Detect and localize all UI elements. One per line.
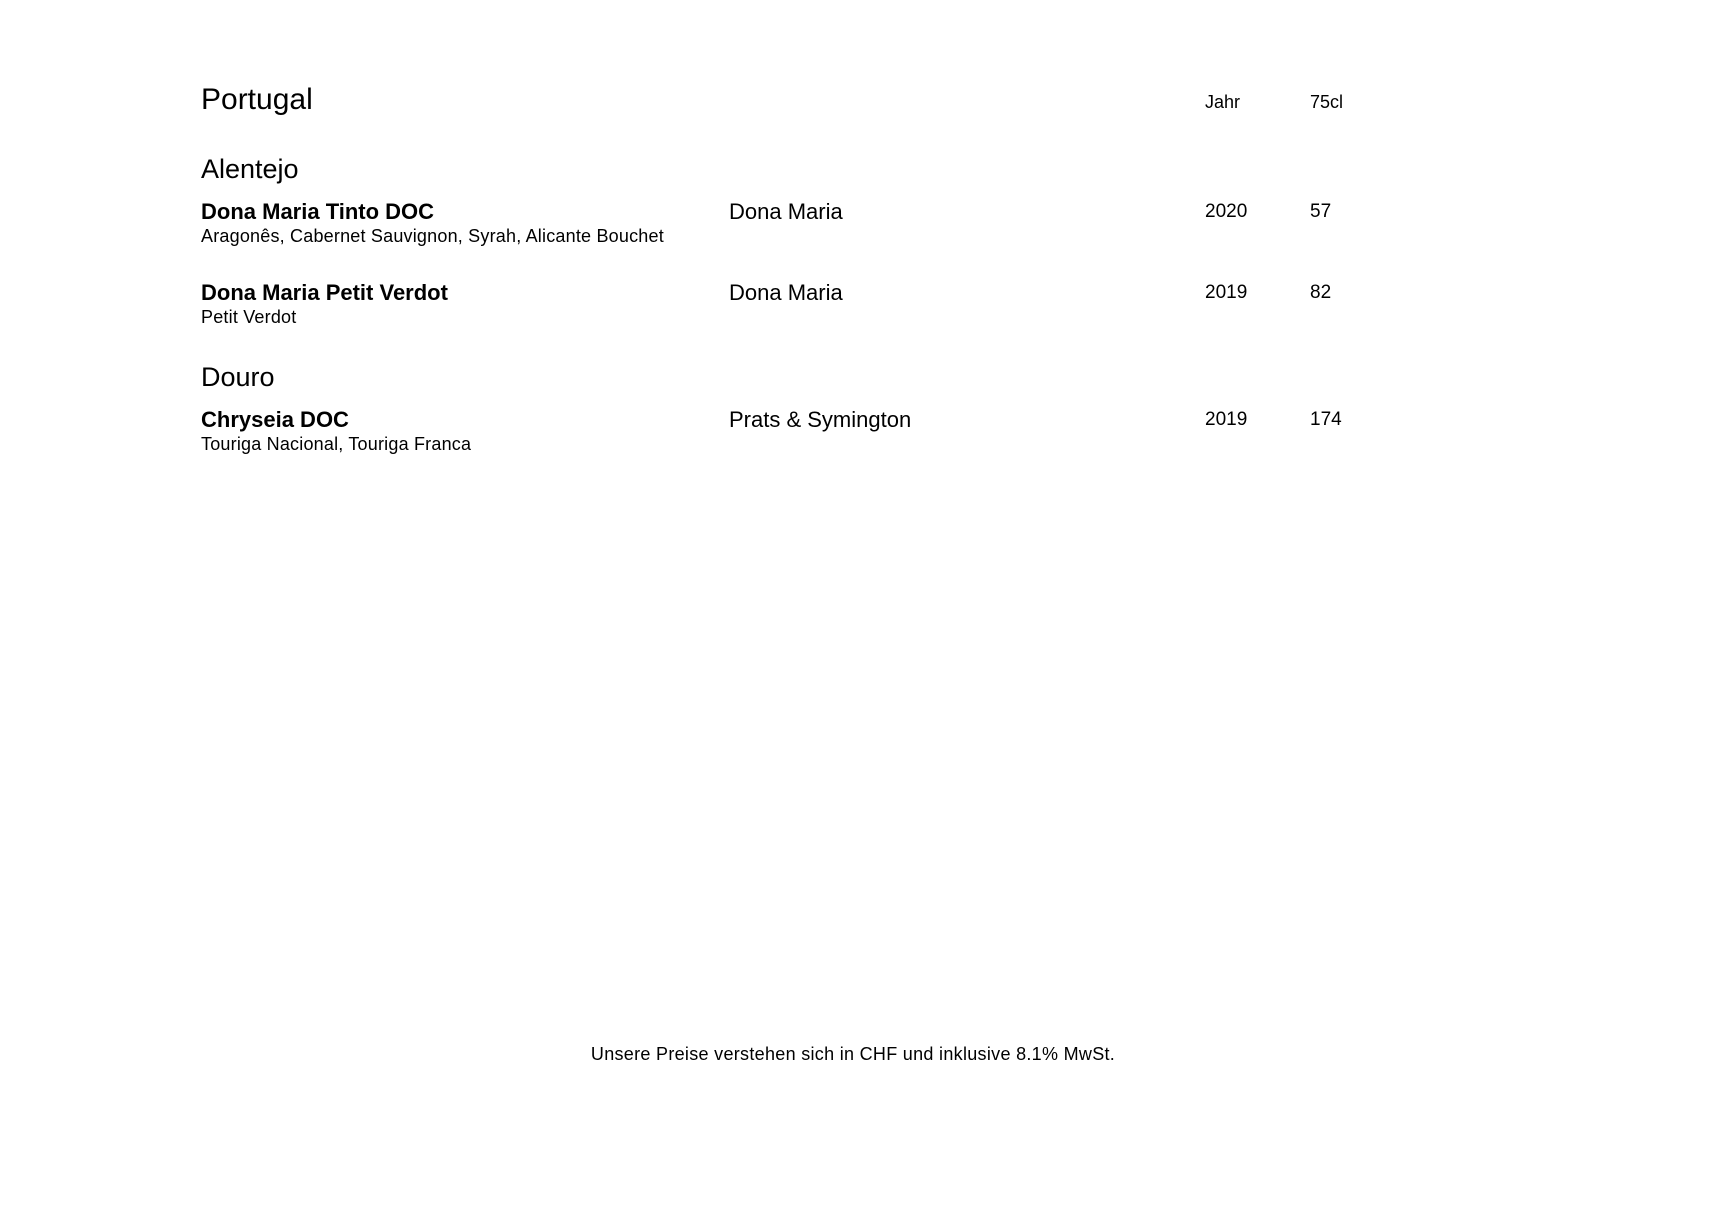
wine-row <box>0 199 1723 259</box>
wine-producer: Prats & Symington <box>729 407 912 432</box>
wine-producer: Dona Maria <box>729 280 843 305</box>
wine-price: 174 <box>1310 409 1342 430</box>
wine-name: Dona Maria Tinto DOC <box>201 199 435 224</box>
wine-name: Dona Maria Petit Verdot <box>201 280 448 305</box>
wine-price: 57 <box>1310 201 1332 222</box>
wine-year: 2019 <box>1205 409 1248 430</box>
region-heading: Douro <box>201 362 275 392</box>
region-heading: Alentejo <box>201 154 299 184</box>
wine-price: 82 <box>1310 282 1332 303</box>
wine-grapes: Petit Verdot <box>201 307 297 327</box>
wine-grapes: Aragonês, Cabernet Sauvignon, Syrah, Alicante Bouchet <box>201 226 664 246</box>
wine-year: 2019 <box>1205 282 1248 303</box>
wine-year: 2020 <box>1205 201 1248 222</box>
column-header-year: Jahr <box>1205 92 1241 112</box>
wine-row <box>0 407 1723 467</box>
column-header-price: 75cl <box>1310 92 1344 112</box>
footer-note: Unsere Preise verstehen sich in CHF und inklusive 8.1% MwSt. <box>590 1044 1116 1064</box>
wine-name: Chryseia DOC <box>201 407 349 432</box>
page-title: Portugal <box>201 83 313 116</box>
wine-row <box>0 280 1723 340</box>
wine-producer: Dona Maria <box>729 199 843 224</box>
wine-grapes: Touriga Nacional, Touriga Franca <box>201 434 472 454</box>
